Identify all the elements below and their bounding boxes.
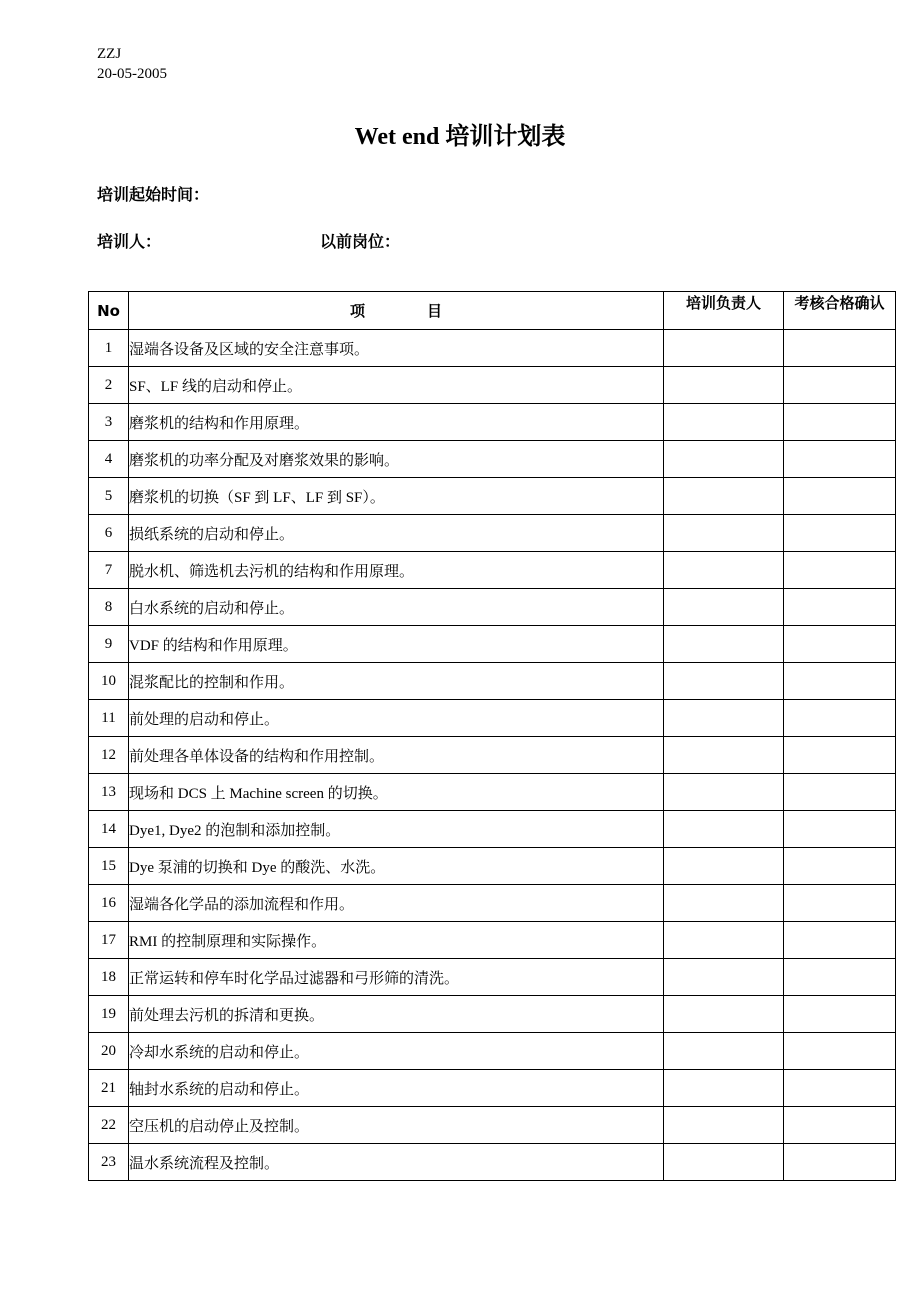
row-check-cell[interactable] xyxy=(784,959,896,996)
table-row xyxy=(89,663,896,700)
row-check-cell[interactable] xyxy=(784,1070,896,1107)
row-owner-cell[interactable] xyxy=(664,330,784,367)
row-owner-cell[interactable] xyxy=(664,1070,784,1107)
table-row xyxy=(89,1144,896,1181)
table-row xyxy=(89,626,896,663)
row-owner-cell[interactable] xyxy=(664,552,784,589)
table-row xyxy=(89,367,896,404)
row-owner-cell[interactable] xyxy=(664,1033,784,1070)
row-owner-cell[interactable] xyxy=(664,441,784,478)
row-item: 磨浆机的切换（SF 到 LF、LF 到 SF）。 xyxy=(129,478,664,515)
row-check-cell[interactable] xyxy=(784,515,896,552)
table-row xyxy=(89,922,896,959)
row-check-cell[interactable] xyxy=(784,478,896,515)
row-owner-cell[interactable] xyxy=(664,404,784,441)
row-item: 正常运转和停车时化学品过滤器和弓形筛的清洗。 xyxy=(129,959,664,996)
row-owner-cell[interactable] xyxy=(664,1107,784,1144)
row-item: Dye1, Dye2 的泡制和添加控制。 xyxy=(129,811,664,848)
row-item: 湿端各化学品的添加流程和作用。 xyxy=(129,885,664,922)
row-number: 15 xyxy=(89,848,129,885)
row-number: 16 xyxy=(89,885,129,922)
table-body xyxy=(89,330,896,1181)
row-check-cell[interactable] xyxy=(784,774,896,811)
row-item: 损纸系统的启动和停止。 xyxy=(129,515,664,552)
table-row xyxy=(89,552,896,589)
row-item: 白水系统的启动和停止。 xyxy=(129,589,664,626)
row-check-cell[interactable] xyxy=(784,1107,896,1144)
table-row xyxy=(89,811,896,848)
row-item: 前处理去污机的拆清和更换。 xyxy=(129,996,664,1033)
table-row xyxy=(89,737,896,774)
row-item: Dye 泵浦的切换和 Dye 的酸洗、水洗。 xyxy=(129,848,664,885)
table-row xyxy=(89,1107,896,1144)
row-number: 1 xyxy=(89,330,129,367)
row-item: 磨浆机的结构和作用原理。 xyxy=(129,404,664,441)
start-time-label: 培训起始时间： xyxy=(97,185,210,204)
row-item: 现场和 DCS 上 Machine screen 的切换。 xyxy=(129,774,664,811)
document-date: 20-05-2005 xyxy=(97,66,167,82)
row-owner-cell[interactable] xyxy=(664,478,784,515)
row-check-cell[interactable] xyxy=(784,367,896,404)
row-owner-cell[interactable] xyxy=(664,663,784,700)
row-owner-cell[interactable] xyxy=(664,700,784,737)
row-number: 7 xyxy=(89,552,129,589)
trainee-label: 培训人： xyxy=(97,232,162,251)
row-number: 11 xyxy=(89,700,129,737)
row-item: 温水系统流程及控制。 xyxy=(129,1144,664,1181)
table-row xyxy=(89,700,896,737)
row-number: 8 xyxy=(89,589,129,626)
row-owner-cell[interactable] xyxy=(664,737,784,774)
row-number: 6 xyxy=(89,515,129,552)
row-owner-cell[interactable] xyxy=(664,848,784,885)
table-row xyxy=(89,885,896,922)
row-check-cell[interactable] xyxy=(784,589,896,626)
document-code: ZZJ xyxy=(97,46,122,62)
row-check-cell[interactable] xyxy=(784,1033,896,1070)
row-check-cell[interactable] xyxy=(784,1144,896,1181)
document-header xyxy=(97,44,167,84)
table-row xyxy=(89,478,896,515)
row-check-cell[interactable] xyxy=(784,663,896,700)
row-item: 空压机的启动停止及控制。 xyxy=(129,1107,664,1144)
table-row xyxy=(89,441,896,478)
row-number: 20 xyxy=(89,1033,129,1070)
row-number: 23 xyxy=(89,1144,129,1181)
row-number: 21 xyxy=(89,1070,129,1107)
table-row xyxy=(89,996,896,1033)
row-item: 冷却水系统的启动和停止。 xyxy=(129,1033,664,1070)
table-row xyxy=(89,848,896,885)
table-row xyxy=(89,589,896,626)
header-no: No xyxy=(89,292,129,330)
row-item: 湿端各设备及区域的安全注意事项。 xyxy=(129,330,664,367)
row-check-cell[interactable] xyxy=(784,700,896,737)
row-item: 前处理的启动和停止。 xyxy=(129,700,664,737)
row-item: 混浆配比的控制和作用。 xyxy=(129,663,664,700)
row-check-cell[interactable] xyxy=(784,330,896,367)
row-check-cell[interactable] xyxy=(784,404,896,441)
row-number: 13 xyxy=(89,774,129,811)
row-item: 前处理各单体设备的结构和作用控制。 xyxy=(129,737,664,774)
header-item-part1: 项 xyxy=(349,302,365,320)
row-check-cell[interactable] xyxy=(784,441,896,478)
row-item: 磨浆机的功率分配及对磨浆效果的影响。 xyxy=(129,441,664,478)
row-owner-cell[interactable] xyxy=(664,959,784,996)
row-number: 3 xyxy=(89,404,129,441)
row-number: 19 xyxy=(89,996,129,1033)
row-number: 17 xyxy=(89,922,129,959)
row-item: VDF 的结构和作用原理。 xyxy=(129,626,664,663)
previous-post-label: 以前岗位： xyxy=(320,232,401,251)
table-row xyxy=(89,515,896,552)
row-owner-cell[interactable] xyxy=(664,626,784,663)
row-item: RMI 的控制原理和实际操作。 xyxy=(129,922,664,959)
table-row xyxy=(89,1070,896,1107)
row-number: 2 xyxy=(89,367,129,404)
row-check-cell[interactable] xyxy=(784,922,896,959)
row-check-cell[interactable] xyxy=(784,552,896,589)
row-check-cell[interactable] xyxy=(784,626,896,663)
table-row xyxy=(89,774,896,811)
row-check-cell[interactable] xyxy=(784,811,896,848)
row-check-cell[interactable] xyxy=(784,885,896,922)
row-check-cell[interactable] xyxy=(784,996,896,1033)
row-number: 5 xyxy=(89,478,129,515)
table-row xyxy=(89,404,896,441)
row-owner-cell[interactable] xyxy=(664,774,784,811)
page-title: Wet end 培训计划表 xyxy=(354,124,566,150)
table-header-row xyxy=(89,292,896,330)
table-row xyxy=(89,330,896,367)
row-number: 18 xyxy=(89,959,129,996)
row-number: 4 xyxy=(89,441,129,478)
row-number: 10 xyxy=(89,663,129,700)
row-check-cell[interactable] xyxy=(784,737,896,774)
table-row xyxy=(89,1033,896,1070)
header-owner: 培训负责人 xyxy=(664,292,784,330)
row-item: SF、LF 线的启动和停止。 xyxy=(129,367,664,404)
row-number: 9 xyxy=(89,626,129,663)
row-number: 14 xyxy=(89,811,129,848)
header-item-part2: 目 xyxy=(427,302,443,320)
training-plan-table xyxy=(88,291,896,1181)
row-item: 脱水机、筛选机去污机的结构和作用原理。 xyxy=(129,552,664,589)
row-owner-cell[interactable] xyxy=(664,996,784,1033)
table-row xyxy=(89,959,896,996)
row-owner-cell[interactable] xyxy=(664,1144,784,1181)
row-owner-cell[interactable] xyxy=(664,515,784,552)
row-check-cell[interactable] xyxy=(784,848,896,885)
row-owner-cell[interactable] xyxy=(664,885,784,922)
row-owner-cell[interactable] xyxy=(664,922,784,959)
row-owner-cell[interactable] xyxy=(664,589,784,626)
header-check: 考核合格确认 xyxy=(784,292,896,330)
header-item xyxy=(129,292,664,330)
row-owner-cell[interactable] xyxy=(664,811,784,848)
row-number: 12 xyxy=(89,737,129,774)
row-owner-cell[interactable] xyxy=(664,367,784,404)
row-item: 轴封水系统的启动和停止。 xyxy=(129,1070,664,1107)
row-number: 22 xyxy=(89,1107,129,1144)
